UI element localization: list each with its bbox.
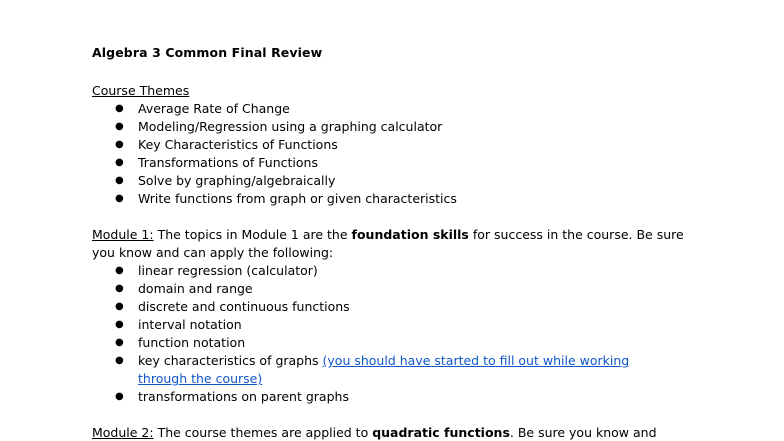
module1-paragraph: Module 1: The topics in Module 1 are the foundation skills for success in the course. Be sure you know and can apply the following: <box>92 227 684 260</box>
list-item: ● linear regression (calculator) <box>115 263 318 278</box>
course-themes-list <box>92 100 692 208</box>
bullet-icon: ● <box>115 193 124 204</box>
bullet-icon: ● <box>115 157 124 168</box>
module1-label: Module 1: <box>92 227 154 242</box>
list-item: ● discrete and continuous functions <box>115 299 350 314</box>
list-item: ● Transformations of Functions <box>115 155 318 170</box>
course-themes-heading: Course Themes <box>92 83 190 98</box>
module1-list <box>92 262 692 406</box>
bullet-icon: ● <box>115 301 124 312</box>
bullet-icon: ● <box>115 319 124 330</box>
list-item: ● interval notation <box>115 317 242 332</box>
list-item: ● key characteristics of graphs (you should have started to fill out while working through the course) <box>115 353 630 386</box>
list-item: ● domain and range <box>115 281 253 296</box>
bullet-icon: ● <box>115 337 124 348</box>
list-item: ● Modeling/Regression using a graphing calculator <box>115 119 443 134</box>
bullet-icon: ● <box>115 391 124 402</box>
list-item: ● Solve by graphing/algebraically <box>115 173 336 188</box>
list-item: ● Write functions from graph or given characteristics <box>115 191 457 206</box>
bullet-icon: ● <box>115 103 124 114</box>
module2-paragraph: Module 2: The course themes are applied to quadratic functions. Be sure you know and <box>92 425 657 440</box>
module1-emphasis: foundation skills <box>351 227 469 242</box>
document-title: Algebra 3 Common Final Review <box>92 45 323 60</box>
list-item: ● transformations on parent graphs <box>115 389 349 404</box>
list-item: ● Key Characteristics of Functions <box>115 137 338 152</box>
list-item: ● function notation <box>115 335 246 350</box>
bullet-icon: ● <box>115 265 124 276</box>
module2-label: Module 2: <box>92 425 154 440</box>
module2-emphasis: quadratic functions <box>372 425 510 440</box>
key-characteristics-link[interactable]: (you should have started to fill out while working through the course) <box>138 353 630 386</box>
bullet-icon: ● <box>115 121 124 132</box>
bullet-icon: ● <box>115 355 124 366</box>
bullet-icon: ● <box>115 139 124 150</box>
list-item: ● Average Rate of Change <box>115 101 290 116</box>
bullet-icon: ● <box>115 175 124 186</box>
bullet-icon: ● <box>115 283 124 294</box>
